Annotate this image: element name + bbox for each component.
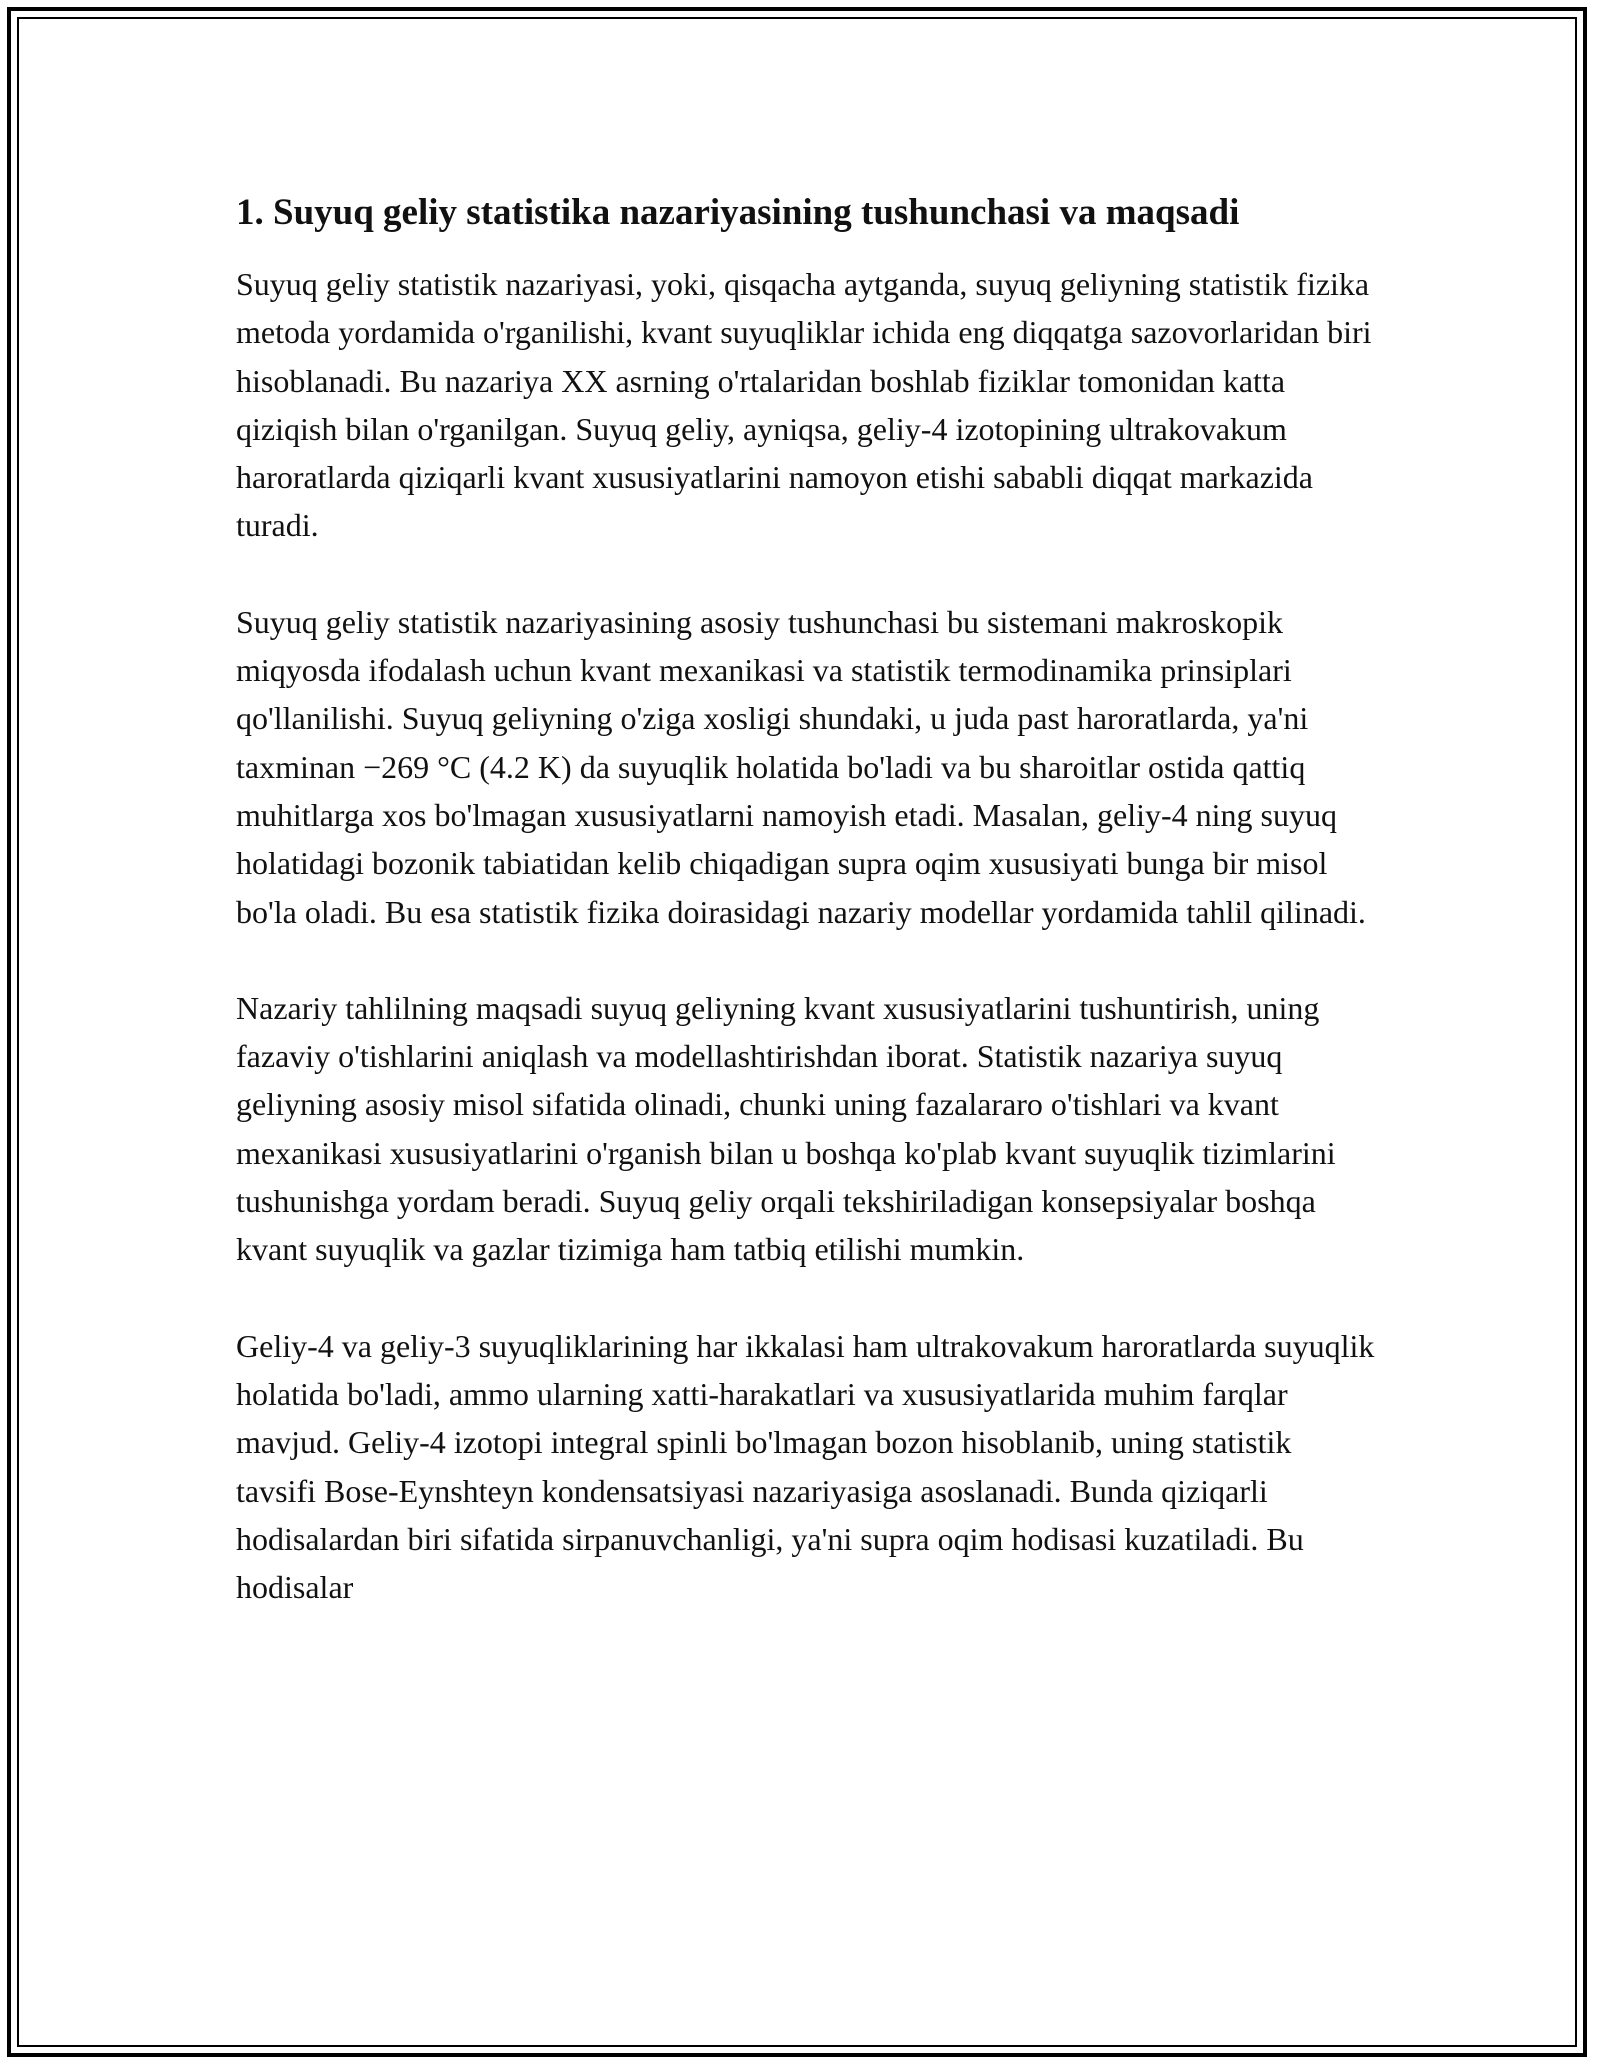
paragraph-2: Suyuq geliy statistik nazariyasining asosiy tushunchasi bu sistemani makroskopik miqyosda ifodalash uchun kvant mexanikasi va statistik termodinamika prinsiplari qo'llanilishi. Suyuq geliyning o'ziga xosligi shundaki, u juda past haroratlarda, ya'ni taxminan −269 °C (4.2 K) da suyuqlik holatida bo'ladi va bu sharoitlar ostida qattiq muhitlarga xos bo'lmagan xususiyatlarni namoyish etadi. Masalan, geliy-4 ning suyuq holatidagi bozonik tabiatidan kelib chiqadigan supra oqim xususiyati bunga bir misol bo'la oladi. Bu esa statistik fizika doirasidagi nazariy modellar yordamida tahlil qilinadi. (236, 603, 1366, 930)
paragraph-3: Nazariy tahlilning maqsadi suyuq geliyning kvant xususiyatlarini tushuntirish, uning fazaviy o'tishlarini aniqlash va modellashtirishdan iborat. Statistik nazariya suyuq geliyning asosiy misol sifatida olinadi, chunki uning fazalararo o'tishlari va kvant mexanikasi xususiyatlarini o'rganish bilan u boshqa ko'plab kvant suyuqlik tizimlarini tushunishga yordam beradi. Suyuq geliy orqali tekshiriladigan konsepsiyalar boshqa kvant suyuqlik va gazlar tizimiga ham tatbiq etilishi mumkin. (236, 989, 1336, 1268)
paragraph-1: Suyuq geliy statistik nazariyasi, yoki, qisqacha aytganda, suyuq geliyning statistik fizika metoda yordamida o'rganilishi, kvant suyuqliklar ichida eng diqqatga sazovorlaridan biri hisoblanadi. Bu nazariya XX asrning o'rtalaridan boshlab fiziklar tomonidan katta qiziqish bilan o'rganilgan. Suyuq geliy, ayniqsa, geliy-4 izotopining ultrakovakum haroratlarda qiziqarli kvant xususiyatlarini namoyon etishi sababli diqqat markazida turadi. (236, 266, 1372, 544)
paragraph-4: Geliy-4 va geliy-3 suyuqliklarining har ikkalasi ham ultrakovakum haroratlarda suyuqlik holatida bo'ladi, ammo ularning xatti-harakatlari va xususiyatlarida muhim farqlar mavjud. Geliy-4 izotopi integral spinli bo'lmagan bozon hisoblanib, uning statistik tavsifi Bose-Eynshteyn kondensatsiyasi nazariyasiga asoslanadi. Bunda qiziqarli hodisalardan biri sifatida sirpanuvchanligi, ya'ni supra oqim hodisasi kuzatiladi. Bu hodisalar (236, 1327, 1375, 1606)
document-body (236, 185, 1376, 1659)
section-heading: 1. Suyuq geliy statistika nazariyasining tushunchasi va maqsadi (236, 192, 1240, 233)
